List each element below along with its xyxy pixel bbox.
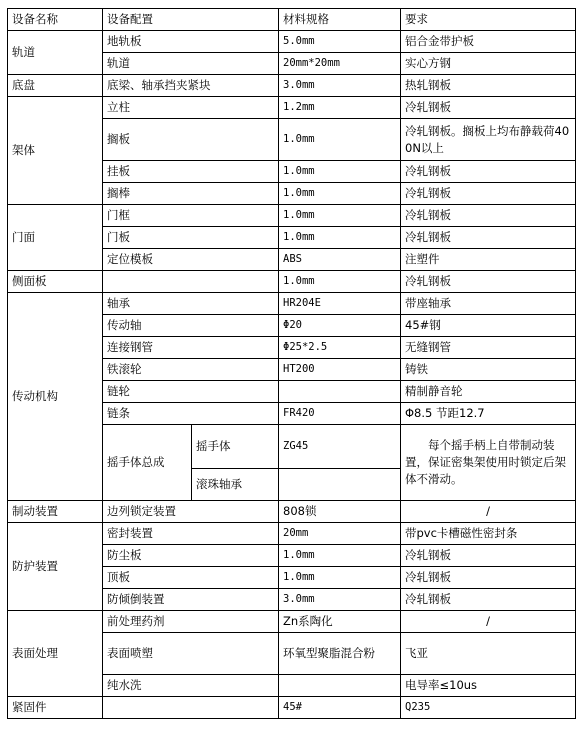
config-cell: 搁板 [103,119,279,161]
config-cell: 传动轴 [103,315,279,337]
material-cell: 20mm*20mm [279,53,401,75]
requirement-cell: 铸铁 [401,359,576,381]
requirement-cell: Φ8.5 节距12.7 [401,403,576,425]
config-cell: 搁棒 [103,183,279,205]
material-cell: 环氧型聚脂混合粉 [279,633,401,675]
requirement-cell: 冷轧钢板 [401,227,576,249]
requirement-cell: 实心方钢 [401,53,576,75]
group-chassis: 底盘 [8,75,103,97]
requirement-cell: / [401,611,576,633]
table-row [8,611,576,633]
material-cell: 1.2mm [279,97,401,119]
requirement-cell: 冷轧钢板 [401,183,576,205]
material-cell: 1.0mm [279,567,401,589]
requirement-cell: 冷轧钢板 [401,205,576,227]
material-cell [279,675,401,697]
material-cell: 5.0mm [279,31,401,53]
requirement-cell: 冷轧钢板 [401,567,576,589]
config-cell: 顶板 [103,567,279,589]
requirement-cell: 电导率≤10us [401,675,576,697]
material-cell: 1.0mm [279,545,401,567]
material-cell: Φ20 [279,315,401,337]
header-material: 材料规格 [279,9,401,31]
group-drive: 传动机构 [8,293,103,501]
requirement-cell: 冷轧钢板 [401,545,576,567]
config-cell: 防倾倒装置 [103,589,279,611]
material-cell: 1.0mm [279,183,401,205]
material-cell: 808锁 [279,501,401,523]
config-cell [103,271,279,293]
table-row [8,75,576,97]
material-cell: FR420 [279,403,401,425]
requirement-cell: Q235 [401,697,576,719]
requirement-cell: 45#钢 [401,315,576,337]
requirement-cell: 带pvc卡槽磁性密封条 [401,523,576,545]
table-row [8,293,576,315]
header-name: 设备名称 [8,9,103,31]
requirement-cell: 飞亚 [401,633,576,675]
config-cell: 底梁、轴承挡夹紧块 [103,75,279,97]
group-brake: 制动装置 [8,501,103,523]
config-cell: 立柱 [103,97,279,119]
material-cell: 3.0mm [279,589,401,611]
table-row [8,271,576,293]
config-cell: 表面喷塑 [103,633,279,675]
material-cell: ZG45 [279,425,401,469]
group-side: 侧面板 [8,271,103,293]
group-fastener: 紧固件 [8,697,103,719]
config-cell: 滚珠轴承 [192,469,279,501]
config-cell: 定位模板 [103,249,279,271]
config-cell: 纯水洗 [103,675,279,697]
material-cell: 20mm [279,523,401,545]
config-cell: 摇手体 [192,425,279,469]
group-surface: 表面处理 [8,611,103,697]
material-cell: HR204E [279,293,401,315]
requirement-cell: 无缝钢管 [401,337,576,359]
requirement-cell: 冷轧钢板 [401,161,576,183]
group-door: 门面 [8,205,103,271]
material-cell: 1.0mm [279,205,401,227]
requirement-cell: / [401,501,576,523]
material-cell: 1.0mm [279,161,401,183]
config-cell: 门框 [103,205,279,227]
requirement-cell: 带座轴承 [401,293,576,315]
config-cell: 防尘板 [103,545,279,567]
material-cell: HT200 [279,359,401,381]
config-cell: 连接钢管 [103,337,279,359]
requirement-cell: 冷轧钢板 [401,271,576,293]
config-cell: 链轮 [103,381,279,403]
table-row [8,523,576,545]
material-cell: Zn系陶化 [279,611,401,633]
config-cell: 挂板 [103,161,279,183]
header-row [8,9,576,31]
table-row [8,205,576,227]
requirement-cell: 每个摇手柄上自带制动装置，保证密集架使用时锁定后架体不滑动。 [401,425,576,501]
requirement-cell: 冷轧钢板 [401,589,576,611]
group-protect: 防护装置 [8,523,103,611]
table-row [8,31,576,53]
requirement-cell: 冷轧钢板 [401,97,576,119]
config-cell: 密封装置 [103,523,279,545]
requirement-cell: 铝合金带护板 [401,31,576,53]
config-cell: 链条 [103,403,279,425]
material-cell [279,469,401,501]
material-cell [279,381,401,403]
material-cell: 3.0mm [279,75,401,97]
config-cell: 地轨板 [103,31,279,53]
table-row [8,697,576,719]
handle-assembly-label: 摇手体总成 [103,425,192,501]
config-cell: 前处理药剂 [103,611,279,633]
header-requirement: 要求 [401,9,576,31]
requirement-cell: 热轧钢板 [401,75,576,97]
config-cell: 门板 [103,227,279,249]
material-cell: 1.0mm [279,271,401,293]
group-frame: 架体 [8,97,103,205]
material-cell: 1.0mm [279,119,401,161]
requirement-cell: 精制静音轮 [401,381,576,403]
config-cell: 轴承 [103,293,279,315]
config-cell [103,697,279,719]
requirement-cell: 冷轧钢板。搁板上均布静载荷400N以上 [401,119,576,161]
group-track: 轨道 [8,31,103,75]
requirement-cell: 注塑件 [401,249,576,271]
config-cell: 边列锁定装置 [103,501,279,523]
material-cell: 1.0mm [279,227,401,249]
material-cell: Φ25*2.5 [279,337,401,359]
header-config: 设备配置 [103,9,279,31]
config-cell: 铁滚轮 [103,359,279,381]
material-cell: 45# [279,697,401,719]
material-cell: ABS [279,249,401,271]
spec-table [7,8,576,719]
table-row [8,97,576,119]
table-row [8,501,576,523]
config-cell: 轨道 [103,53,279,75]
